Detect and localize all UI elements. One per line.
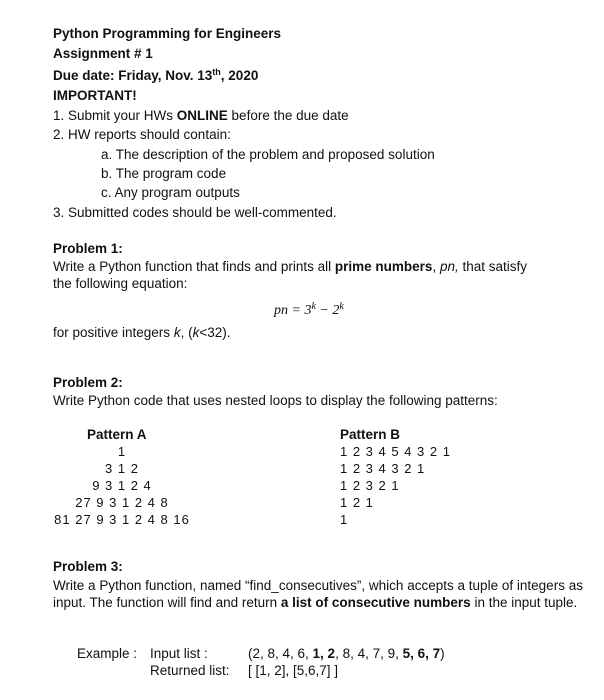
problem1-line1-mid: , [432,259,440,274]
pattern-a-title: Pattern A [87,427,147,442]
instruction-item-3: 3. Submitted codes should be well-commented. [53,205,337,220]
footer-mid: , ( [180,325,193,340]
course-title: Python Programming for Engineers [53,26,282,41]
returned-list-value: [ [1, 2], [5,6,7] ] [248,663,339,678]
important-heading: IMPORTANT! [53,88,137,103]
problem1-line2: the following equation: [53,276,188,291]
problem1-line1-suffix: that satisfy [458,259,528,274]
problem1-footer [53,325,230,340]
problem3-description [53,577,583,611]
instruction-item-2: 2. HW reports should contain: [53,127,231,142]
instruction-1-bold: ONLINE [176,108,228,123]
instruction-sub-c: c. Any program outputs [101,185,240,200]
problem1-line1-prefix: Write a Python function that finds and prints all [53,259,335,274]
pattern-a-row: 3 1 2 [105,461,139,476]
pattern-a [47,443,197,528]
pattern-b-row: 1 [340,512,349,527]
example-label: Example : [77,646,138,661]
instruction-1-suffix: before the due date [227,108,349,123]
returned-list-label: Returned list: [150,663,230,678]
footer-k2: k [192,325,200,340]
equation-exp1: k [311,301,316,312]
equation-lhs: pn = 3 [274,303,312,318]
problem1-pn: pn, [439,259,459,274]
due-date [53,67,258,83]
due-date-suffix: th [212,67,221,77]
input-list-label: Input list : [150,646,208,661]
due-date-text: Due date: Friday, Nov. 13 [53,68,213,83]
pattern-a-row: 27 9 3 1 2 4 8 [75,495,169,510]
instruction-item-1 [53,108,349,123]
input-post: ) [440,646,445,661]
pattern-b-row: 1 2 3 4 5 4 3 2 1 [340,444,451,459]
pattern-b-title: Pattern B [340,427,401,442]
instruction-sub-b: b. The program code [101,166,227,181]
problem2-description: Write Python code that uses nested loops to display the following patterns: [53,393,498,408]
due-date-year: , 2020 [220,68,259,83]
pattern-b-row: 1 2 3 2 1 [340,478,400,493]
problem1-prime-numbers: prime numbers [334,259,433,274]
footer-k: k [173,325,181,340]
problem3-title: Problem 3: [53,559,123,574]
problem3-desc-part2: in the input tuple. [470,595,578,610]
pattern-b [340,443,451,528]
problem1-title: Problem 1: [53,241,123,256]
equation-exp2: k [339,301,344,312]
problem1-line1 [53,259,527,274]
problem1-equation [274,301,344,319]
problem3-desc-part1: Write a Python function, named “find_consecutives”, which accepts a tuple of integers as input. The function will find and return [53,578,583,610]
input-mid: , 8, 4, 7, 9, [335,646,403,661]
pattern-a-row: 81 27 9 3 1 2 4 8 16 [54,512,190,527]
problem3-desc-bold: a list of consecutive numbers [280,595,471,610]
input-consecutive-1: 1, 2 [312,646,336,661]
input-list-value [248,646,445,661]
input-pre: (2, 8, 4, 6, [248,646,313,661]
pattern-a-row: 9 3 1 2 4 [92,478,152,493]
problem2-title: Problem 2: [53,375,123,390]
pattern-b-row: 1 2 3 4 3 2 1 [340,461,426,476]
equation-mid: − 2 [315,303,340,318]
instruction-1-prefix: 1. Submit your HWs [53,108,177,123]
footer-prefix: for positive integers [53,325,174,340]
pattern-b-row: 1 2 1 [340,495,374,510]
instruction-sub-a: a. The description of the problem and proposed solution [101,147,435,162]
assignment-number: Assignment # 1 [53,46,153,61]
pattern-a-row: 1 [117,444,127,459]
input-consecutive-2: 5, 6, 7 [402,646,441,661]
footer-suffix: <32). [199,325,231,340]
